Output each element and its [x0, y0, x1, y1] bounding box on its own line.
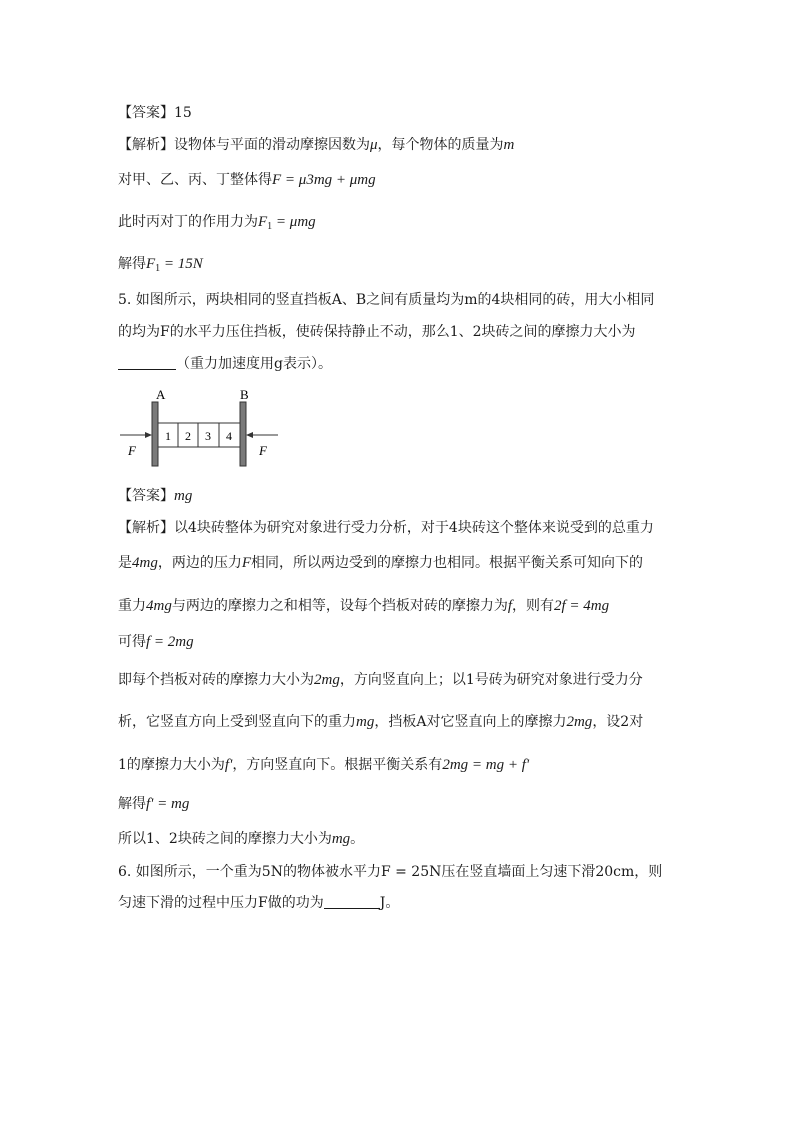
analysis-line-2-q5: 是4mg，两边的压力F相同，所以两边受到的摩擦力也相同。根据平衡关系可知向下的	[118, 555, 644, 571]
plate-a	[152, 402, 158, 466]
question-5-line-2: 的均为F的水平力压住挡板，使砖保持静止不动，那么1、2块砖之间的摩擦力大小为	[118, 324, 636, 340]
arrow-head-left-icon	[145, 432, 152, 438]
brick-label-2: 2	[185, 429, 191, 443]
answer-line-q4	[118, 103, 192, 123]
question-5-line-3: （重力加速度用g表示）。	[118, 354, 332, 374]
answer-blank[interactable]	[118, 355, 176, 370]
answer-value: mg	[174, 488, 193, 504]
analysis-line-3-q5: 重力4mg与两边的摩擦力之和相等，设每个挡板对砖的摩擦力为f，则有2f = 4mg	[118, 598, 610, 614]
brick-label-1: 1	[165, 429, 171, 443]
answer-tag: 【答案】	[118, 488, 174, 504]
question-6-line-2: 匀速下滑的过程中压力F做的功为 J。	[118, 895, 400, 911]
brick-label-4: 4	[226, 429, 232, 443]
analysis-line-4-q5: 可得f = 2mg	[118, 634, 194, 650]
question-6-line-1: 6. 如图所示，一个重为5N的物体被水平力F = 25N压在竖直墙面上匀速下滑20cm，则	[118, 864, 663, 880]
analysis-tag: 【解析】	[118, 137, 174, 153]
plate-b-label: B	[240, 388, 249, 402]
plate-a-label: A	[156, 388, 166, 402]
analysis-line-4-q4: 解得$F_1 = 15N$	[118, 256, 203, 274]
answer-line-q5	[118, 486, 192, 506]
bricks-figure	[116, 388, 286, 468]
brick-label-3: 3	[205, 429, 211, 443]
analysis-line-1-q5: 【解析】以4块砖整体为研究对象进行受力分析，对于4块砖这个整体来说受到的总重力	[118, 520, 654, 536]
force-label-left: F	[128, 443, 136, 458]
analysis-line-5-q5: 即每个挡板对砖的摩擦力大小为2mg，方向竖直向上；以1号砖为研究对象进行受力分	[118, 672, 643, 688]
arrow-head-right-icon	[246, 432, 253, 438]
analysis-line-8-q5: 解得f' = mg	[118, 796, 190, 812]
answer-tag: 【答案】	[118, 105, 174, 121]
analysis-line-2-q4: 对甲、乙、丙、丁整体得F = μ3mg + μmg	[118, 172, 376, 188]
analysis-line-1-q4: 【解析】设物体与平面的滑动摩擦因数为μ，每个物体的质量为m	[118, 137, 515, 153]
analysis-line-6-q5: 析，它竖直方向上受到竖直向下的重力mg，挡板A对它竖直向上的摩擦力2mg，设2对	[118, 714, 644, 730]
answer-value: 15	[174, 105, 192, 121]
analysis-line-7-q5: 1的摩擦力大小为f'，方向竖直向下。根据平衡关系有2mg = mg + f'	[118, 757, 530, 773]
force-label-right: F	[259, 443, 267, 458]
answer-blank[interactable]	[324, 894, 380, 909]
analysis-line-3-q4: 此时丙对丁的作用力为$F_1 = \mu mg$	[118, 214, 316, 232]
analysis-tag: 【解析】	[118, 520, 174, 536]
question-5-line-1: 5. 如图所示，两块相同的竖直挡板A、B之间有质量均为m的4块相同的砖，用大小相同	[118, 292, 655, 308]
analysis-line-9-q5: 所以1、2块砖之间的摩擦力大小为mg。	[118, 831, 365, 847]
plate-b	[240, 402, 246, 466]
